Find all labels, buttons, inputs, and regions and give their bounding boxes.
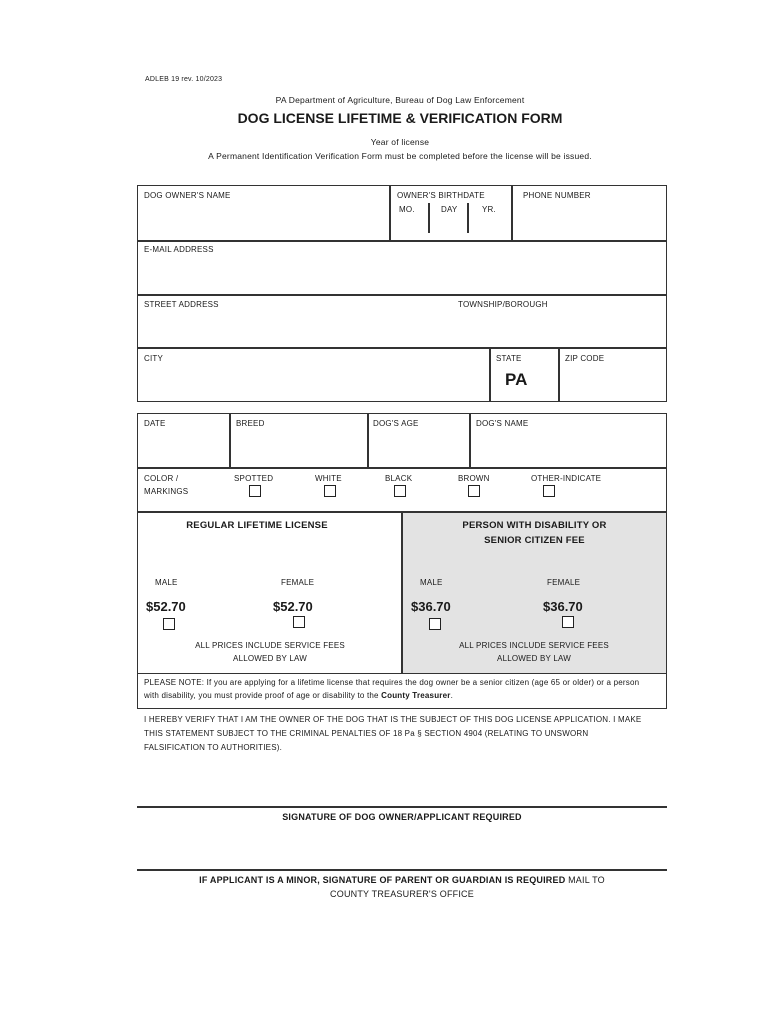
state-label: STATE: [496, 354, 522, 363]
color-option-label: WHITE: [315, 474, 342, 483]
breed-field[interactable]: BREED: [236, 419, 265, 428]
senior-female-price: $36.70: [543, 599, 583, 614]
notice-text: A Permanent Identification Verification Form must be completed before the license will be issued.: [208, 151, 592, 161]
regular-male-checkbox[interactable]: [163, 618, 175, 630]
verification-text-3: FALSIFICATION TO AUTHORITIES).: [144, 743, 283, 752]
township-field[interactable]: TOWNSHIP/BOROUGH: [458, 300, 548, 309]
guardian-signature-line[interactable]: [137, 869, 667, 871]
regular-fee-title: REGULAR LIFETIME LICENSE: [186, 520, 328, 531]
minor-instructions: [137, 875, 667, 885]
color-option-label: OTHER-INDICATE: [531, 474, 602, 483]
color-option-label: BLACK: [385, 474, 413, 483]
senior-fee-title: PERSON WITH DISABILITY OR: [462, 520, 607, 531]
please-note-period: .: [450, 691, 454, 700]
verification-text-2: THIS STATEMENT SUBJECT TO THE CRIMINAL PENALTIES OF 18 Pa § SECTION 4904 (RELATING TO UNSWORN: [144, 729, 589, 738]
zip-code-field[interactable]: ZIP CODE: [565, 354, 605, 363]
email-field[interactable]: E-MAIL ADDRESS: [144, 245, 214, 254]
black-checkbox[interactable]: [394, 485, 406, 497]
color-option-label: SPOTTED: [234, 474, 274, 483]
form-code: ADLEB 19 rev. 10/2023: [145, 76, 223, 83]
other-checkbox[interactable]: [543, 485, 555, 497]
city-field[interactable]: CITY: [144, 354, 164, 363]
date-field[interactable]: DATE: [144, 419, 166, 428]
department-line: PA Department of Agriculture, Bureau of Dog Law Enforcement: [275, 95, 525, 105]
regular-male-price: $52.70: [146, 599, 186, 614]
spotted-checkbox[interactable]: [249, 485, 261, 497]
dog-age-field[interactable]: DOG'S AGE: [373, 419, 419, 428]
female-label: FEMALE: [281, 578, 315, 587]
birth-day-field[interactable]: DAY: [441, 205, 458, 214]
dog-name-field[interactable]: DOG'S NAME: [476, 419, 529, 428]
fees-note: ALL PRICES INCLUDE SERVICE FEES: [195, 641, 345, 650]
fees-note-2: ALLOWED BY LAW: [233, 654, 307, 663]
street-address-field[interactable]: STREET ADDRESS: [144, 300, 219, 309]
county-treasurer-text: County Treasurer: [381, 691, 451, 700]
color-markings-label: COLOR /: [144, 474, 179, 483]
owner-birthdate-label: OWNER'S BIRTHDATE: [397, 191, 485, 200]
please-note-text: PLEASE NOTE: If you are applying for a lifetime license that requires the dog owner be a senior citizen (age 65 or older) or a person: [144, 678, 640, 687]
color-option-label: BROWN: [458, 474, 490, 483]
minor-instructions-2: COUNTY TREASURER'S OFFICE: [330, 889, 474, 899]
please-note-text-2a: with disability, you must provide proof of age or disability to the: [144, 691, 382, 700]
regular-female-price: $52.70: [273, 599, 313, 614]
minor-instructions-bold: IF APPLICANT IS A MINOR, SIGNATURE OF PARENT OR GUARDIAN IS REQUIRED: [199, 875, 566, 885]
fees-note: ALL PRICES INCLUDE SERVICE FEES: [459, 641, 609, 650]
state-value: PA: [505, 370, 528, 389]
verification-text: I HEREBY VERIFY THAT I AM THE OWNER OF THE DOG THAT IS THE SUBJECT OF THIS DOG LICENSE APPLICATION. I MAKE: [144, 715, 642, 724]
senior-female-checkbox[interactable]: [562, 616, 574, 628]
male-label: MALE: [420, 578, 443, 587]
signature-line[interactable]: [137, 806, 667, 808]
birth-month-field[interactable]: MO.: [399, 205, 415, 214]
color-markings-label-2: MARKINGS: [144, 487, 189, 496]
senior-fee-title-2: SENIOR CITIZEN FEE: [484, 535, 585, 546]
white-checkbox[interactable]: [324, 485, 336, 497]
birth-year-field[interactable]: YR.: [482, 205, 496, 214]
senior-male-price: $36.70: [411, 599, 451, 614]
signature-label: SIGNATURE OF DOG OWNER/APPLICANT REQUIRED: [282, 812, 522, 822]
brown-checkbox[interactable]: [468, 485, 480, 497]
minor-instructions-rest: MAIL TO: [565, 875, 605, 885]
male-label: MALE: [155, 578, 178, 587]
senior-male-checkbox[interactable]: [429, 618, 441, 630]
page-title: DOG LICENSE LIFETIME & VERIFICATION FORM: [237, 110, 563, 126]
regular-female-checkbox[interactable]: [293, 616, 305, 628]
year-label: Year of license: [370, 137, 430, 147]
female-label: FEMALE: [547, 578, 581, 587]
please-note-text-2: [144, 691, 453, 700]
phone-number-field[interactable]: PHONE NUMBER: [523, 191, 591, 200]
owner-name-field[interactable]: DOG OWNER'S NAME: [144, 191, 231, 200]
fees-note-2: ALLOWED BY LAW: [497, 654, 571, 663]
